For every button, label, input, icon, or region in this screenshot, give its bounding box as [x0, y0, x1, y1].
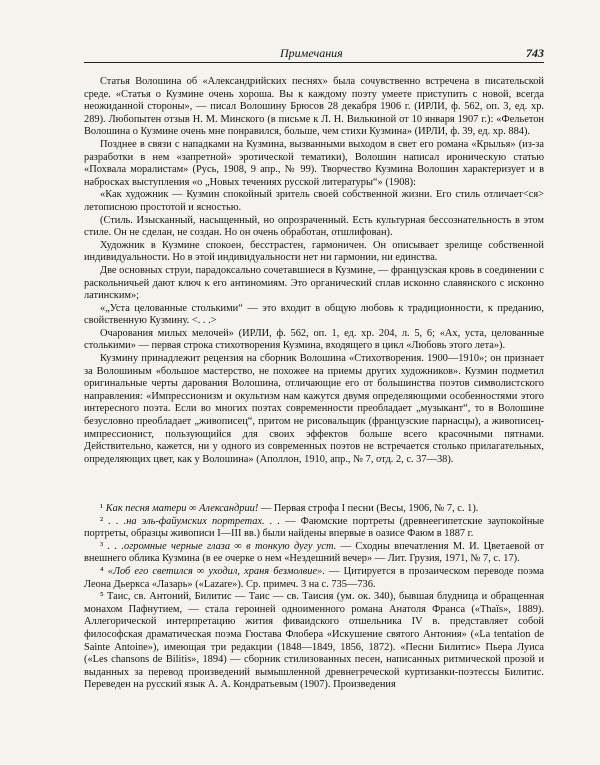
running-header	[84, 44, 544, 63]
footnotes	[84, 503, 544, 692]
paragraph-quote-lips: «„Уста целованные столькими“ — это входит в общую любовь к традиционности, к преданию, свойственную Кузмину. <. . .>	[84, 302, 544, 327]
footnote-1	[84, 503, 544, 516]
footnote-text: — Первая строфа I песни (Весы, 1906, № 7, с. 1).	[258, 503, 479, 514]
footnote-marker: ¹	[100, 503, 104, 514]
footnote-marker: ²	[100, 515, 104, 527]
paragraph-voloshin-article: Статья Волошина об «Александрийских песнях» была сочувственно встречена в писательской среде. «Статья о Кузмине очень хороша. Вы к каждому поэту умеете приступить с новой, всегда неожиданной стороны», — писал Волошину Брюсов 28 декабря 1906 г. (ИРЛИ, ф. 562, оп. 3, ед. хр. 289). Любопытен отзыв Н. М. Минского (в письме к Л. Н. Вилькиной от 10 января 1907 г.): «Фельетон Волошина о Кузмине очень мне понравился, больше, чем стихи Кузмина» (ИРЛИ, ф. 39, ед. хр. 884).	[84, 76, 544, 138]
paragraph-quote-two-streams: Две основных струи, парадоксально сочетавшиеся в Кузмине, — французская кровь в соединении с раскольничьей дают ключ к его антиномиям. Это органический сплав исконно славянского с исконно латинским»;	[84, 264, 544, 302]
footnote-marker: ⁵	[100, 591, 104, 603]
footnote-lemma: «Лоб его светился ∞ уходил, храня безмолвие».	[107, 565, 325, 577]
paragraph-quote-style: (Стиль. Изысканный, насыщенный, но опрозраченный. Есть культурная бессознательность в этом стиле. Он не сделан, не создан. Но он очень обработан, отшлифован).	[84, 214, 544, 239]
main-text	[84, 76, 544, 466]
footnote-text: — Фаюмские портреты (древнеегипетские заупокойные портреты, образцы живописи I—III вв.) были найдены впервые в оазисе Фаюм в 1887 г.	[84, 515, 544, 540]
footnote-text: — Сходны впечатления М. И. Цветаевой от внешнего облика Кузмина (в ее очерке о нем «Нездешний вечер» — Лит. Грузия, 1971, № 7, с. 17).	[84, 540, 544, 565]
footnote-text: Таис, св. Антоний, Билитис — Таис — св. Таисия (ум. ок. 340), бывшая блудница и обращенная монахом Пафнутием, — стала героиней одноименного романа Анатоля Франса («Thaïs», 1889). Аллегорической интерпретацию жития фиваидского отшельника IV в. представляет собой философская драматическая поэма Гюстава Флобера «Искушение святого Антония» («La tentation de Sainte Antoine»), имеющая три редакции (1848—1849, 1856, 1872). «Песни Билитис» Пьера Луиса («Les chansons de Bilitis», 1894) — сборник стилизованных песен, написанных ритмической прозой и выданных за перевод произведений вымышленной древнегреческой куртизанки-поэтессы Билитис. Переведен на русский язык А. А. Кондратьевым (1907). Произведения	[84, 591, 544, 691]
paragraph-kuzmin-review: Кузмину принадлежит рецензия на сборник Волошина «Стихотворения. 1900—1910»; он признает за Волошиным «большое мастерство, не похожее на приемы других художников». Кузмин подметил оригинальные черты дарования Волошина, отличающие его от большинства поэтов символистского направления: «Импрессионизм и окультизм нам кажутся двумя определяющими особенностями этого интересного поэта. Если во многих поэтах современности преобладает „музыкант“, то в Волошине безусловно преобладает „живописец“, притом не рисовальщик (французские парнасцы), а живописец-импрессионист, пользующийся для своих эффектов больше всего красочными пятнами. Действительно, кажется, ни у одного из современных поэтов не встречается столько прилагательных, определяющих цвет, как у Волошина» (Аполлон, 1910, апр., № 7, отд. 2, с. 37—38).	[84, 353, 544, 465]
footnote-text: — Цитируется в прозаическом переводе поэма Леона Дьеркса «Лазарь» («Lazare»). Ср. примеч. 3 на с. 735—736.	[84, 565, 544, 590]
footnote-marker: ⁴	[100, 565, 104, 577]
footnote-lemma: . . .на эль-файумских портретах. . .	[108, 515, 281, 527]
footnote-lemma: . . .огромные черные глаза ∞ в тонкую дугу уст.	[107, 540, 337, 552]
footnote-2	[84, 516, 544, 541]
section-title: Примечания	[280, 46, 343, 60]
footnote-marker: ³	[100, 540, 104, 552]
footnote-5	[84, 591, 544, 692]
footnote-4	[84, 566, 544, 591]
paragraph-quote-artist: «Как художник — Кузмин спокойный зритель своей собственной жизни. Его стиль отличает<ся> летописною простотой и ясностью.	[84, 189, 544, 213]
footnote-lemma: Как песня матери ∞ Александрии!	[105, 503, 259, 514]
paragraph-wings-novel: Позднее в связи с нападками на Кузмина, вызванными выходом в свет его романа «Крылья» (из-за разработки в нем «запретной» эротической тематики), Волошин написал ироническую статью «Похвала моралистам» (Русь, 1908, 9 апр., № 99). Творчество Кузмина Волошин характеризует и в набросках выступления «о „Новых течениях русской литературы“» (1908):	[84, 138, 544, 188]
footnote-3	[84, 541, 544, 566]
paragraph-charms: Очарования милых мелочей» (ИРЛИ, ф. 562, оп. 1, ед. хр. 204, л. 5, 6; «Ах, уста, целованные столькими» — первая строка стихотворения Кузмина, входящего в цикл «Любовь этого лета»).	[84, 327, 544, 352]
page-number: 743	[526, 46, 544, 60]
paragraph-quote-harmony: Художник в Кузмине спокоен, бесстрастен, гармоничен. Он описывает зрелище собственной индивидуальности. Но в этой индивидуальности нет ни гармонии, ни единства.	[84, 239, 544, 264]
